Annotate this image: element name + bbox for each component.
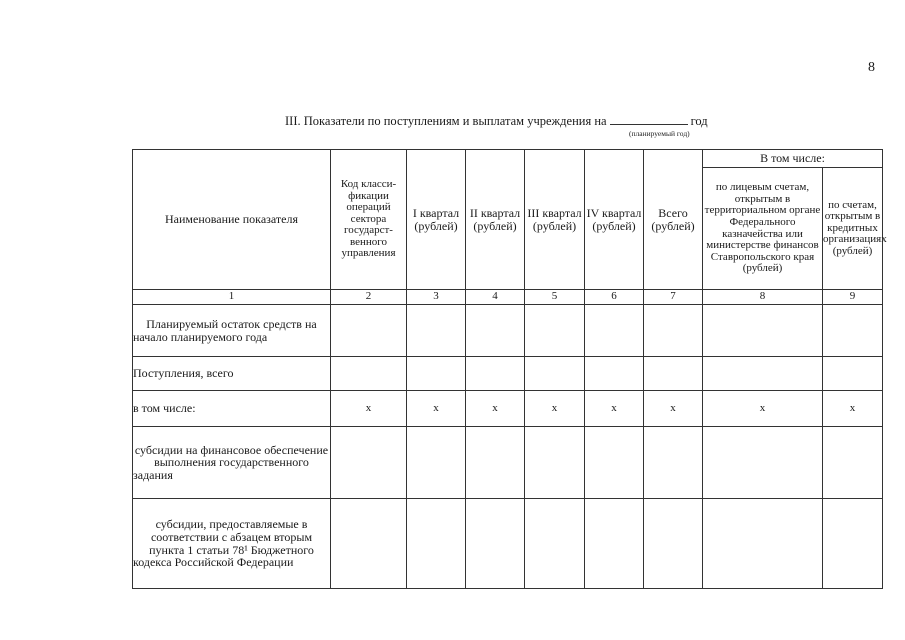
header-q3: III квартал (рублей) <box>525 150 585 290</box>
column-number: 2 <box>331 290 407 305</box>
header-treasury-accounts: по лицевым счетам, открытым в территориальном органе Федерального казначейства или министерстве финансов Ставропольского края (рублей) <box>703 168 823 290</box>
table-row <box>133 427 883 499</box>
column-number: 4 <box>466 290 525 305</box>
table-row <box>133 391 883 427</box>
cell-mark: x <box>525 391 585 427</box>
cell-mark: x <box>585 391 644 427</box>
cell-mark: x <box>644 391 703 427</box>
column-number: 9 <box>823 290 883 305</box>
row-label: Поступления, всего <box>133 357 331 391</box>
column-number: 5 <box>525 290 585 305</box>
header-code: Код класси-фикации операций сектора государст-венного управления <box>331 150 407 290</box>
cell-mark: x <box>703 391 823 427</box>
column-number: 3 <box>407 290 466 305</box>
title-caption: (планируемый год) <box>629 129 690 138</box>
table-title <box>285 113 708 129</box>
row-label: Планируемый остаток средств на начало планируемого года <box>133 305 331 357</box>
header-bank-accounts: по счетам, открытым в кредитных организациях (рублей) <box>823 168 883 290</box>
header-total: Всего (рублей) <box>644 150 703 290</box>
header-name: Наименование показателя <box>133 150 331 290</box>
row-label: в том числе: <box>133 391 331 427</box>
column-number: 6 <box>585 290 644 305</box>
header-q1: I квартал (рублей) <box>407 150 466 290</box>
planned-year-blank <box>610 113 688 125</box>
cell-mark: x <box>466 391 525 427</box>
title-suffix: год <box>690 114 708 128</box>
cell-mark: x <box>331 391 407 427</box>
header-including: В том числе: <box>703 150 883 168</box>
column-numbers-row <box>133 290 883 305</box>
column-number: 1 <box>133 290 331 305</box>
row-label: субсидии, предоставляемые в соответствии с абзацем вторым пункта 1 статьи 78¹ Бюджетного кодекса Российской Федерации <box>133 499 331 589</box>
page-number: 8 <box>868 60 875 75</box>
table-row <box>133 499 883 589</box>
header-q4: IV квартал (рублей) <box>585 150 644 290</box>
column-number: 7 <box>644 290 703 305</box>
table-row <box>133 357 883 391</box>
cell-mark: x <box>407 391 466 427</box>
header-row-1 <box>133 150 883 168</box>
row-label: субсидии на финансовое обеспечение выполнения государственного задания <box>133 427 331 499</box>
cell-mark: x <box>823 391 883 427</box>
header-q2: II квартал (рублей) <box>466 150 525 290</box>
title-text: III. Показатели по поступлениям и выплатам учреждения на <box>285 114 607 128</box>
column-number: 8 <box>703 290 823 305</box>
indicators-table <box>132 149 887 589</box>
table-row <box>133 305 883 357</box>
